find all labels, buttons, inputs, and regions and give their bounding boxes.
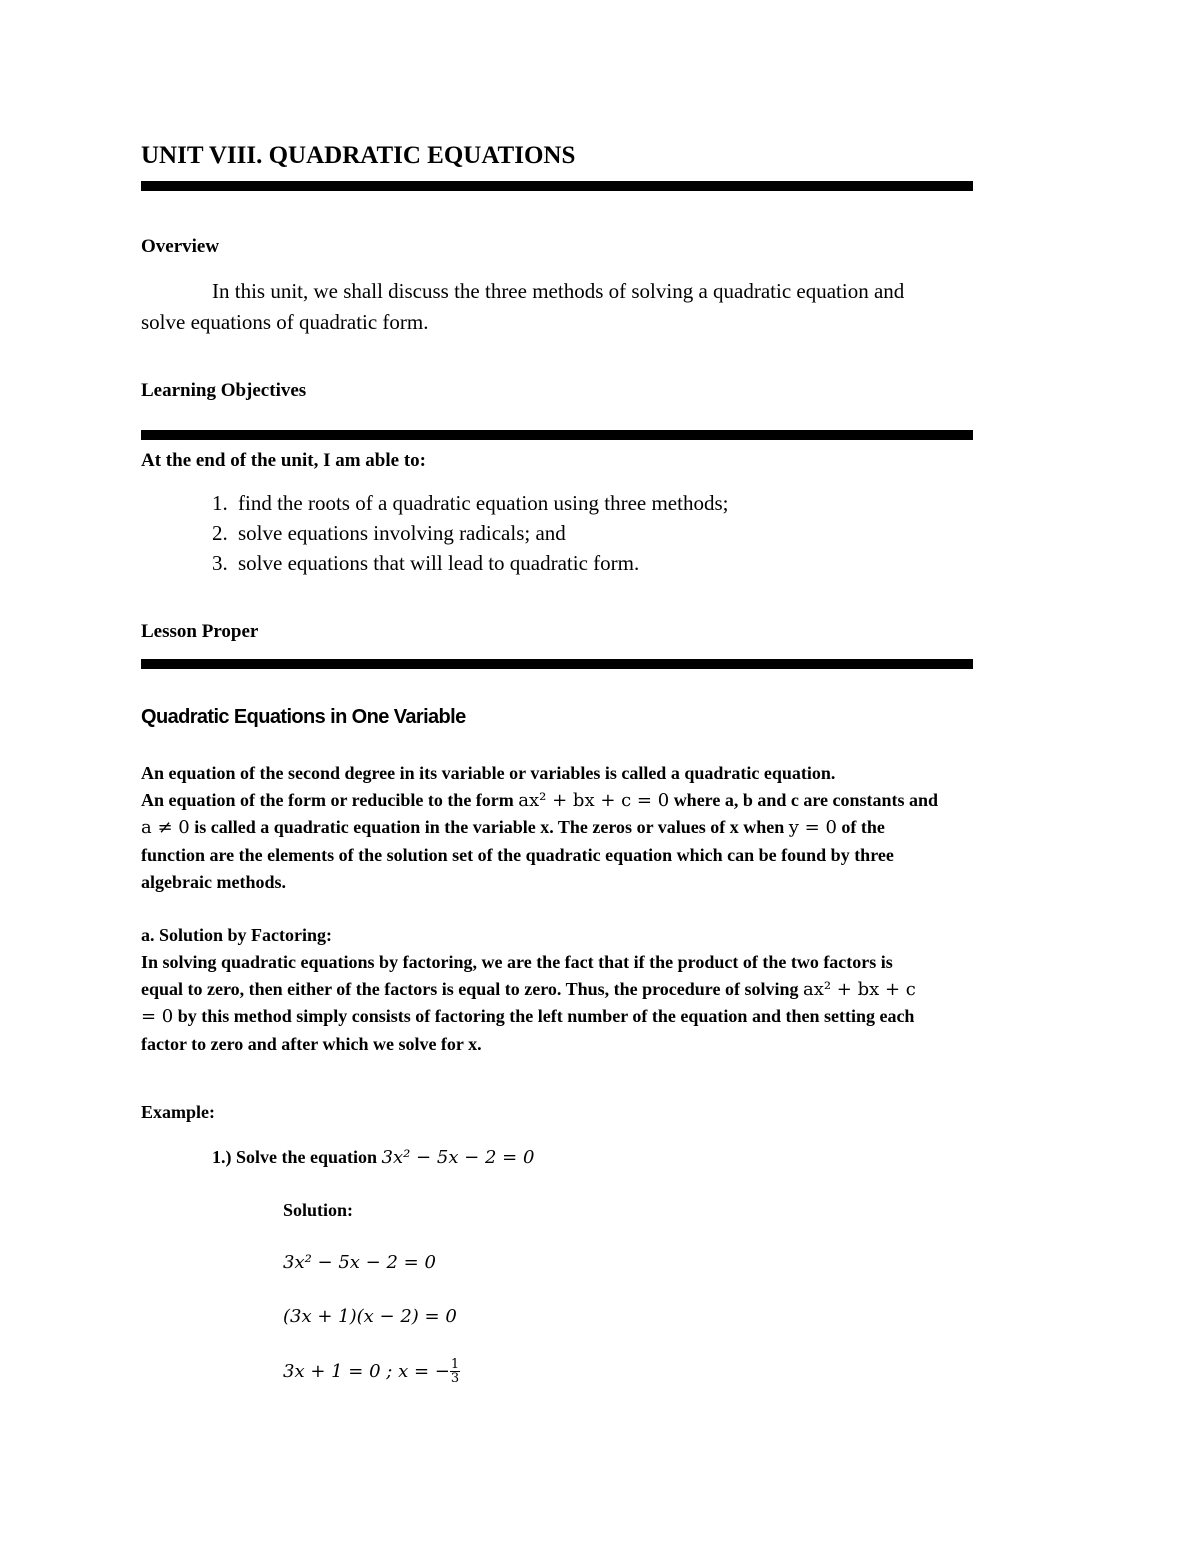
example-problem: [212, 1144, 534, 1171]
objectives-intro: At the end of the unit, I am able to:: [141, 450, 426, 471]
objective-item: [212, 521, 728, 551]
definition-condition: a ≠ 0: [141, 817, 190, 839]
objective-number: 3.: [212, 551, 228, 575]
definition-text: is called a quadratic equation in the variable x. The zeros or values of x when: [189, 817, 789, 838]
factoring-line-1: In solving quadratic equations by factoring, we are the fact that if the product of the two factors is: [141, 952, 893, 972]
solution-step-3-text: 3x + 1 = 0 ; x = −: [283, 1361, 450, 1382]
definition-text: An equation of the form or reducible to the form: [141, 790, 519, 811]
unit-title: UNIT VIII. QUADRATIC EQUATIONS: [141, 142, 576, 169]
factoring-line-4: factor to zero and after which we solve for x.: [141, 1033, 482, 1054]
objective-text: find the roots of a quadratic equation using three methods;: [238, 491, 729, 515]
factoring-paragraph: [141, 949, 1061, 1058]
objective-text: solve equations that will lead to quadratic form.: [238, 551, 640, 575]
solution-step-3: [283, 1358, 460, 1385]
objective-item: [212, 491, 728, 521]
title-rule: [141, 181, 973, 191]
definition-paragraph: [141, 760, 1061, 896]
lesson-proper-heading: Lesson Proper: [141, 621, 259, 642]
factoring-equation: ax² + bx + c: [802, 979, 916, 1001]
definition-equation: y = 0: [788, 817, 837, 839]
lesson-subheading: Quadratic Equations in One Variable: [141, 706, 466, 728]
overview-heading: Overview: [141, 236, 220, 257]
fraction-numerator: 1: [450, 1357, 460, 1372]
fraction-one-third: [450, 1358, 460, 1385]
example-problem-label: 1.) Solve the equation: [212, 1147, 382, 1167]
objectives-rule: [141, 430, 973, 440]
objective-text: solve equations involving radicals; and: [238, 521, 566, 545]
definition-line-5: algebraic methods.: [141, 871, 286, 892]
objective-number: 2.: [212, 521, 228, 545]
overview-line-2: solve equations of quadratic form.: [141, 310, 429, 334]
overview-line-1: In this unit, we shall discuss the three methods of solving a quadratic equation and: [212, 279, 905, 303]
objective-number: 1.: [212, 491, 228, 515]
solution-label: Solution:: [283, 1200, 354, 1220]
solution-step-2: (3x + 1)(x − 2) = 0: [283, 1306, 457, 1327]
lesson-rule: [141, 659, 973, 669]
definition-line-1: An equation of the second degree in its variable or variables is called a quadratic equation.: [141, 763, 836, 783]
factoring-text: by this method simply consists of factoring the left number of the equation and then setting each: [173, 1006, 915, 1027]
definition-text: of the: [836, 817, 885, 838]
definition-text: where a, b and c are constants and: [669, 790, 939, 811]
learning-objectives-heading: Learning Objectives: [141, 380, 307, 401]
factoring-line-2: [141, 976, 1061, 1003]
definition-line-3: [141, 814, 1061, 841]
factoring-equation: = 0: [141, 1006, 174, 1028]
factoring-line-3: [141, 1003, 1061, 1030]
fraction-denominator: 3: [450, 1371, 460, 1386]
factoring-text: equal to zero, then either of the factors is equal to zero. Thus, the procedure of solving: [141, 979, 803, 1000]
definition-line-4: function are the elements of the solution set of the quadratic equation which can be found by three: [141, 844, 894, 865]
factoring-heading: a. Solution by Factoring:: [141, 925, 333, 945]
example-problem-equation: 3x² − 5x − 2 = 0: [381, 1147, 535, 1168]
example-heading: Example:: [141, 1102, 215, 1122]
objective-item: [212, 551, 728, 581]
objectives-list: [212, 491, 728, 581]
definition-line-2: [141, 787, 1061, 814]
solution-step-1: 3x² − 5x − 2 = 0: [283, 1252, 436, 1273]
definition-equation: ax² + bx + c = 0: [518, 790, 670, 812]
